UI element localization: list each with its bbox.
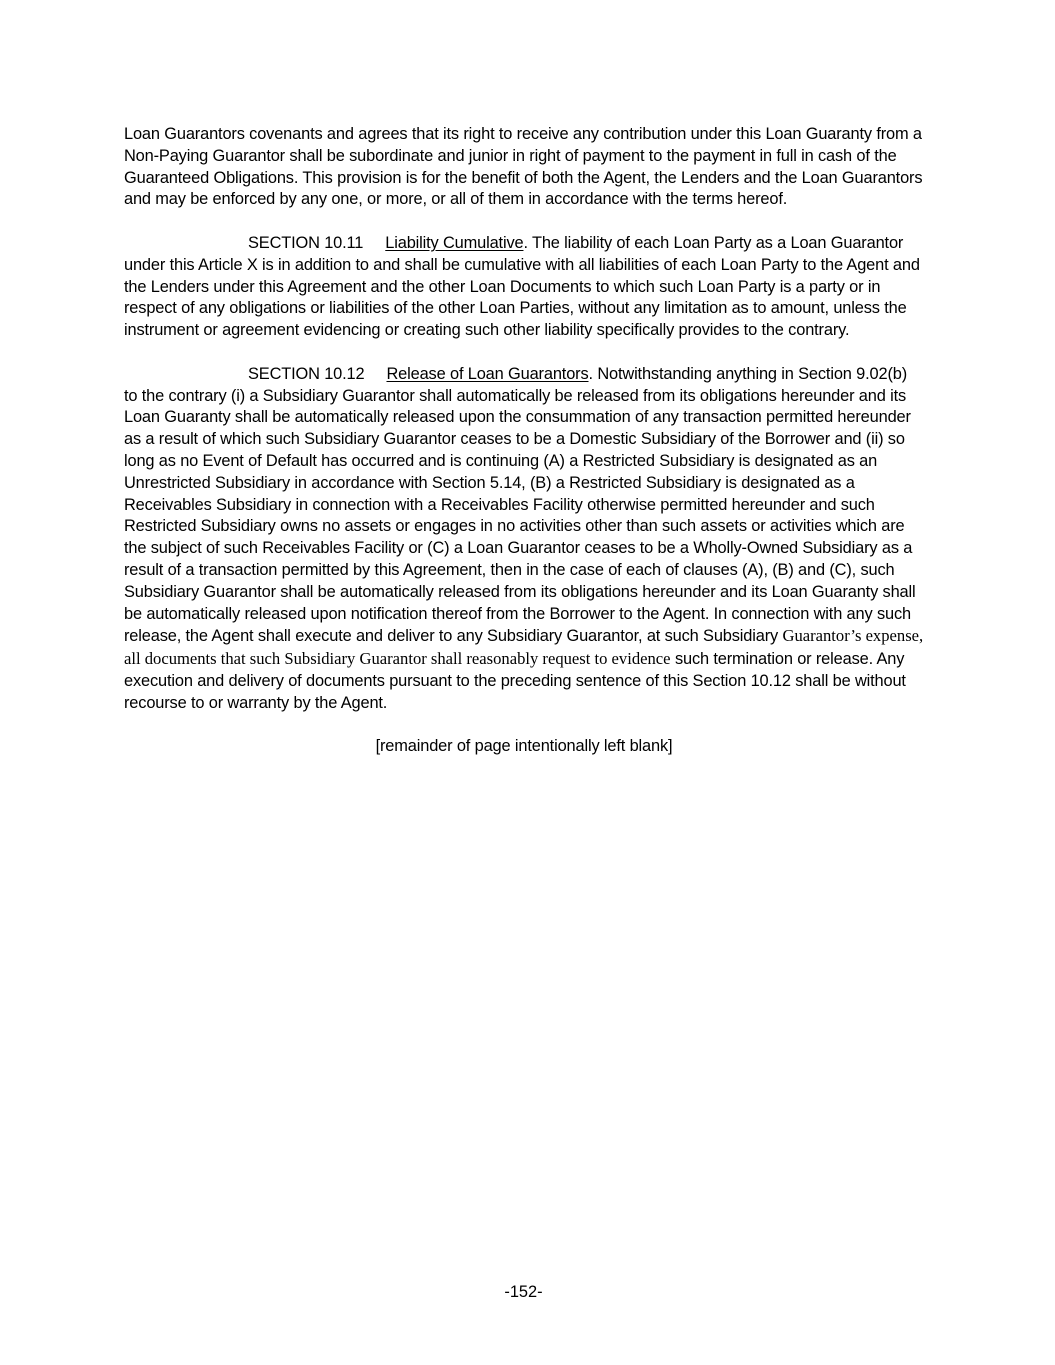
document-body <box>124 124 924 780</box>
section-10-12-number: SECTION 10.12 <box>248 364 365 383</box>
section-10-12-text-part2: Guarantor’s expense, all documents that such Subsidiary Guarantor shall reasonably request to evidence <box>124 626 924 669</box>
section-10-11-number: SECTION 10.11 <box>248 233 364 252</box>
section-10-12-paragraph <box>124 364 924 715</box>
intro-paragraph <box>124 124 924 211</box>
page-number: -152- <box>504 1283 543 1301</box>
intro-text: Loan Guarantors covenants and agrees that its right to receive any contribution under this Loan Guaranty from a Non-Paying Guarantor shall be subordinate and junior in right of payment to the payment in full in cash of the Guaranteed Obligations. This provision is for the benefit of both the Agent, the Lenders and the Loan Guarantors and may be enforced by any one, or more, or all of them in accordance with the terms hereof. <box>124 125 923 209</box>
section-10-11-text: . The liability of each Loan Party as a Loan Guarantor under this Article X is in addition to and shall be cumulative with all liabilities of each Loan Party to the Agent and the Lenders under this Agreement and the other Loan Documents to which such Loan Party is a party or in respect of any obligations or liabilities of the other Loan Parties, without any limitation as to amount, unless the instrument or agreement evidencing or creating such other liability specifically provides to the contrary. <box>124 233 920 340</box>
section-10-12-text-part3: such termination or release. Any execution and delivery of documents pursuant to the preceding sentence of this Section 10.12 shall be without recourse to or warranty by the Agent. <box>124 650 906 712</box>
section-10-12-text-part1: . Notwithstanding anything in Section 9.02(b) to the contrary (i) a Subsidiary Guarantor shall automatically be released from its obligations hereunder and its Loan Guaranty shall be automatically released upon the consummation of any transaction permitted hereunder as a result of which such Subsidiary Guarantor ceases to be a Domestic Subsidiary of the Borrower and (ii) so long as no Event of Default has occurred and is continuing (A) a Restricted Subsidiary is designated as an Unrestricted Subsidiary in accordance with Section 5.14, (B) a Restricted Subsidiary is designated as a Receivables Subsidiary in connection with a Receivables Facility otherwise permitted hereunder and such Restricted Subsidiary owns no assets or engages in no activities other than such assets or activities which are the subject of such Receivables Facility or (C) a Loan Guarantor ceases to be a Wholly-Owned Subsidiary as a result of a transaction permitted by this Agreement, then in the case of each of clauses (A), (B) and (C), such Subsidiary Guarantor shall be automatically released from its obligations hereunder and its Loan Guaranty shall be automatically released upon notification thereof from the Borrower to the Agent. In connection with any such release, the Agent shall execute and deliver to any Subsidiary Guarantor, at such Subsidiary <box>124 364 916 646</box>
section-10-12-heading: Release of Loan Guarantors <box>386 364 589 383</box>
section-10-11-heading: Liability Cumulative <box>385 233 524 252</box>
blank-notice: [remainder of page intentionally left blank] <box>375 737 673 756</box>
section-10-11-paragraph <box>124 233 924 342</box>
